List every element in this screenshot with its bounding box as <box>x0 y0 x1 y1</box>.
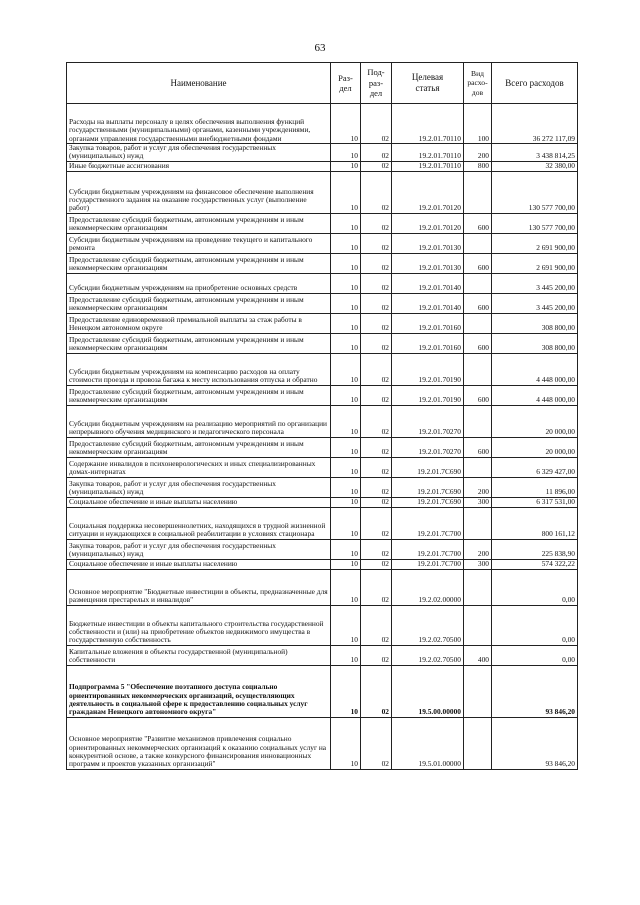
cell-target-article: 19.2.01.7С700 <box>392 507 464 539</box>
cell-subsection: 02 <box>361 333 392 353</box>
table-row <box>67 333 578 353</box>
cell-section: 10 <box>331 559 361 569</box>
cell-expense-kind: 600 <box>464 253 492 273</box>
cell-subsection: 02 <box>361 213 392 233</box>
table-row <box>67 213 578 233</box>
cell-total: 4 448 000,00 <box>492 385 578 405</box>
cell-expense-kind: 600 <box>464 333 492 353</box>
table-row <box>67 507 578 539</box>
cell-target-article: 19.2.01.70140 <box>392 273 464 293</box>
cell-expense-kind <box>464 507 492 539</box>
cell-name: Социальная поддержка несовершеннолетних, находящихся в трудной жизненной ситуации и нуждающихся в социальной реабилитации в условиях стационара <box>67 507 331 539</box>
cell-expense-kind: 600 <box>464 293 492 313</box>
cell-subsection: 02 <box>361 405 392 437</box>
table-row <box>67 477 578 497</box>
cell-name: Субсидии бюджетным учреждениям на компенсацию расходов на оплату стоимости проезда и провоза багажа к месту использования отпуска и обратно <box>67 353 331 385</box>
cell-total: 0,00 <box>492 605 578 645</box>
cell-expense-kind: 600 <box>464 213 492 233</box>
cell-section: 10 <box>331 507 361 539</box>
cell-section: 10 <box>331 253 361 273</box>
cell-name: Предоставление субсидий бюджетным, автономным учреждениям и иным некоммерческим организациям <box>67 213 331 233</box>
cell-expense-kind: 200 <box>464 477 492 497</box>
cell-total: 2 691 900,00 <box>492 233 578 253</box>
cell-total: 574 322,22 <box>492 559 578 569</box>
cell-target-article: 19.2.01.7С690 <box>392 457 464 477</box>
cell-name: Предоставление субсидий бюджетным, автономным учреждениям и иным некоммерческим организациям <box>67 293 331 313</box>
budget-table <box>66 62 578 770</box>
cell-name: Субсидии бюджетным учреждениям на приобретение основных средств <box>67 273 331 293</box>
cell-expense-kind: 400 <box>464 645 492 665</box>
cell-total: 20 000,00 <box>492 405 578 437</box>
cell-name: Предоставление субсидий бюджетным, автономным учреждениям и иным некоммерческим организациям <box>67 253 331 273</box>
cell-subsection: 02 <box>361 313 392 333</box>
table-row <box>67 539 578 559</box>
cell-subsection: 02 <box>361 539 392 559</box>
cell-name: Субсидии бюджетным учреждениям на финансовое обеспечение выполнения государственного задания на оказание государственных услуг (выполнение работ) <box>67 171 331 213</box>
cell-name: Субсидии бюджетным учреждениям на проведение текущего и капитального ремонта <box>67 233 331 253</box>
cell-expense-kind: 200 <box>464 539 492 559</box>
table-row <box>67 144 578 162</box>
cell-section: 10 <box>331 717 361 769</box>
cell-target-article: 19.2.01.7С700 <box>392 539 464 559</box>
cell-section: 10 <box>331 405 361 437</box>
cell-target-article: 19.2.01.70110 <box>392 161 464 171</box>
cell-target-article: 19.2.01.70270 <box>392 437 464 457</box>
cell-subsection: 02 <box>361 569 392 605</box>
cell-subsection: 02 <box>361 645 392 665</box>
cell-expense-kind <box>464 569 492 605</box>
cell-section: 10 <box>331 497 361 507</box>
table-row <box>67 161 578 171</box>
cell-name: Иные бюджетные ассигнования <box>67 161 331 171</box>
table-row <box>67 457 578 477</box>
cell-section: 10 <box>331 605 361 645</box>
cell-target-article: 19.2.01.70120 <box>392 171 464 213</box>
header-name: Наименование <box>67 63 331 104</box>
cell-subsection: 02 <box>361 353 392 385</box>
cell-subsection: 02 <box>361 559 392 569</box>
header-total: Всего расходов <box>492 63 578 104</box>
cell-target-article: 19.2.01.70140 <box>392 293 464 313</box>
cell-target-article: 19.5.00.00000 <box>392 665 464 717</box>
cell-subsection: 02 <box>361 457 392 477</box>
cell-subsection: 02 <box>361 104 392 144</box>
table-row <box>67 313 578 333</box>
table-row <box>67 559 578 569</box>
cell-target-article: 19.2.01.7С690 <box>392 477 464 497</box>
table-row <box>67 353 578 385</box>
cell-name: Предоставление единовременной премиальной выплаты за стаж работы в Ненецком автономном округе <box>67 313 331 333</box>
cell-subsection: 02 <box>361 477 392 497</box>
cell-name: Подпрограмма 5 "Обеспечение поэтапного доступа социально ориентированных некоммерческих организаций, осуществляющих деятельность в социальной сфере к предоставлению социальных услуг гражданам Ненецкого автономного округа" <box>67 665 331 717</box>
cell-section: 10 <box>331 213 361 233</box>
cell-name: Предоставление субсидий бюджетным, автономным учреждениям и иным некоммерческим организациям <box>67 385 331 405</box>
cell-section: 10 <box>331 233 361 253</box>
cell-expense-kind <box>464 353 492 385</box>
header-expense-kind: Вид расхо- дов <box>464 63 492 104</box>
cell-section: 10 <box>331 104 361 144</box>
cell-target-article: 19.2.01.70270 <box>392 405 464 437</box>
cell-target-article: 19.2.01.70110 <box>392 144 464 162</box>
cell-total: 0,00 <box>492 645 578 665</box>
cell-subsection: 02 <box>361 233 392 253</box>
cell-expense-kind <box>464 457 492 477</box>
cell-total: 32 380,00 <box>492 161 578 171</box>
header-subsection: Под- раз- дел <box>361 63 392 104</box>
cell-total: 130 577 700,00 <box>492 213 578 233</box>
table-row <box>67 437 578 457</box>
cell-subsection: 02 <box>361 171 392 213</box>
cell-section: 10 <box>331 293 361 313</box>
table-row <box>67 645 578 665</box>
cell-expense-kind <box>464 273 492 293</box>
cell-target-article: 19.2.01.70160 <box>392 313 464 333</box>
cell-expense-kind <box>464 313 492 333</box>
cell-expense-kind: 200 <box>464 144 492 162</box>
cell-subsection: 02 <box>361 497 392 507</box>
cell-expense-kind <box>464 405 492 437</box>
cell-target-article: 19.2.01.7С690 <box>392 497 464 507</box>
cell-section: 10 <box>331 437 361 457</box>
cell-name: Социальное обеспечение и иные выплаты населению <box>67 559 331 569</box>
cell-subsection: 02 <box>361 605 392 645</box>
table-header-row <box>67 63 578 104</box>
cell-subsection: 02 <box>361 144 392 162</box>
cell-total: 6 329 427,00 <box>492 457 578 477</box>
cell-target-article: 19.2.02.00000 <box>392 569 464 605</box>
cell-name: Предоставление субсидий бюджетным, автономным учреждениям и иным некоммерческим организациям <box>67 437 331 457</box>
cell-section: 10 <box>331 539 361 559</box>
cell-target-article: 19.5.01.00000 <box>392 717 464 769</box>
cell-total: 36 272 117,09 <box>492 104 578 144</box>
cell-section: 10 <box>331 385 361 405</box>
cell-total: 4 448 000,00 <box>492 353 578 385</box>
cell-section: 10 <box>331 161 361 171</box>
cell-name: Основное мероприятие "Развитие механизмов привлечения социально ориентированных некоммерческих организаций к оказанию социальных услуг на конкурентной основе, а также конкурсного финансирования инновационных программ и проектов указанных организаций" <box>67 717 331 769</box>
cell-subsection: 02 <box>361 385 392 405</box>
cell-expense-kind <box>464 717 492 769</box>
table-row <box>67 104 578 144</box>
cell-total: 225 838,90 <box>492 539 578 559</box>
cell-total: 2 691 900,00 <box>492 253 578 273</box>
cell-expense-kind: 600 <box>464 437 492 457</box>
cell-subsection: 02 <box>361 717 392 769</box>
cell-section: 10 <box>331 665 361 717</box>
cell-total: 308 800,00 <box>492 313 578 333</box>
cell-section: 10 <box>331 273 361 293</box>
cell-name: Социальное обеспечение и иные выплаты населению <box>67 497 331 507</box>
cell-name: Закупка товаров, работ и услуг для обеспечения государственных (муниципальных) нужд <box>67 539 331 559</box>
cell-target-article: 19.2.01.70130 <box>392 253 464 273</box>
cell-name: Расходы на выплаты персоналу в целях обеспечения выполнения функций государственными (муниципальными) органами, казенными учреждениями, органами управления государственными внебюджетными фондами <box>67 104 331 144</box>
cell-total: 93 846,20 <box>492 665 578 717</box>
cell-target-article: 19.2.01.70190 <box>392 353 464 385</box>
cell-section: 10 <box>331 313 361 333</box>
cell-name: Содержание инвалидов в психоневрологических и иных специализированных домах-интернатах <box>67 457 331 477</box>
cell-total: 308 800,00 <box>492 333 578 353</box>
cell-target-article: 19.2.01.70120 <box>392 213 464 233</box>
cell-expense-kind: 300 <box>464 497 492 507</box>
table-row <box>67 405 578 437</box>
cell-section: 10 <box>331 171 361 213</box>
cell-target-article: 19.2.01.70190 <box>392 385 464 405</box>
cell-target-article: 19.2.01.70110 <box>392 104 464 144</box>
cell-total: 6 317 531,00 <box>492 497 578 507</box>
table-row <box>67 293 578 313</box>
cell-total: 3 438 814,25 <box>492 144 578 162</box>
cell-expense-kind: 300 <box>464 559 492 569</box>
cell-target-article: 19.2.02.70500 <box>392 605 464 645</box>
table-row <box>67 605 578 645</box>
cell-subsection: 02 <box>361 293 392 313</box>
cell-name: Закупка товаров, работ и услуг для обеспечения государственных (муниципальных) нужд <box>67 144 331 162</box>
cell-target-article: 19.2.01.70130 <box>392 233 464 253</box>
table-body <box>67 104 578 770</box>
cell-subsection: 02 <box>361 665 392 717</box>
cell-section: 10 <box>331 569 361 605</box>
cell-target-article: 19.2.01.7С700 <box>392 559 464 569</box>
cell-name: Основное мероприятие "Бюджетные инвестиции в объекты, предназначенные для размещения престарелых и инвалидов" <box>67 569 331 605</box>
cell-subsection: 02 <box>361 161 392 171</box>
cell-subsection: 02 <box>361 253 392 273</box>
table-row <box>67 171 578 213</box>
cell-section: 10 <box>331 645 361 665</box>
cell-expense-kind: 600 <box>464 385 492 405</box>
cell-total: 93 846,20 <box>492 717 578 769</box>
cell-section: 10 <box>331 477 361 497</box>
cell-section: 10 <box>331 457 361 477</box>
cell-expense-kind <box>464 171 492 213</box>
page-number: 63 <box>314 42 326 54</box>
cell-subsection: 02 <box>361 507 392 539</box>
cell-target-article: 19.2.02.70500 <box>392 645 464 665</box>
cell-name: Бюджетные инвестиции в объекты капитального строительства государственной собственности и (или) на приобретение объектов недвижимого имущества в государственную собственность <box>67 605 331 645</box>
table-row <box>67 569 578 605</box>
table-row <box>67 273 578 293</box>
cell-total: 3 445 200,00 <box>492 293 578 313</box>
cell-section: 10 <box>331 353 361 385</box>
cell-target-article: 19.2.01.70160 <box>392 333 464 353</box>
cell-expense-kind <box>464 665 492 717</box>
cell-total: 0,00 <box>492 569 578 605</box>
cell-section: 10 <box>331 144 361 162</box>
table-row <box>67 233 578 253</box>
table-row <box>67 497 578 507</box>
cell-expense-kind <box>464 605 492 645</box>
cell-name: Предоставление субсидий бюджетным, автономным учреждениям и иным некоммерческим организациям <box>67 333 331 353</box>
cell-subsection: 02 <box>361 437 392 457</box>
table-row <box>67 385 578 405</box>
table-row <box>67 253 578 273</box>
table-row <box>67 665 578 717</box>
cell-section: 10 <box>331 333 361 353</box>
table-row <box>67 717 578 769</box>
cell-expense-kind: 800 <box>464 161 492 171</box>
cell-subsection: 02 <box>361 273 392 293</box>
cell-total: 130 577 700,00 <box>492 171 578 213</box>
cell-expense-kind <box>464 233 492 253</box>
cell-name: Капитальные вложения в объекты государственной (муниципальной) собственности <box>67 645 331 665</box>
header-section: Раз- дел <box>331 63 361 104</box>
cell-total: 20 000,00 <box>492 437 578 457</box>
cell-total: 3 445 200,00 <box>492 273 578 293</box>
cell-name: Закупка товаров, работ и услуг для обеспечения государственных (муниципальных) нужд <box>67 477 331 497</box>
cell-name: Субсидии бюджетным учреждениям на реализацию мероприятий по организации непрерывного обучения медицинского и педагогического персонала <box>67 405 331 437</box>
cell-total: 800 161,12 <box>492 507 578 539</box>
header-target-article: Целевая статья <box>392 63 464 104</box>
cell-total: 11 896,00 <box>492 477 578 497</box>
cell-expense-kind: 100 <box>464 104 492 144</box>
